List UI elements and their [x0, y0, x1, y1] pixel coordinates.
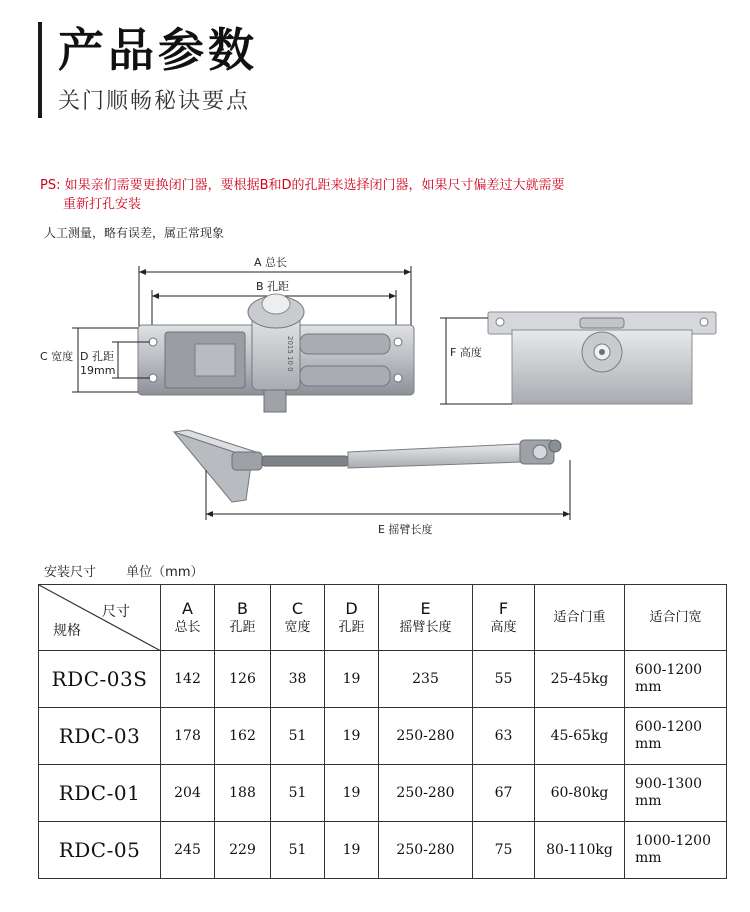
cell-door-weight: 60-80kg	[535, 765, 625, 822]
model-cell: RDC-05	[39, 822, 161, 879]
cell-d: 19	[325, 708, 379, 765]
cell-c: 38	[271, 651, 325, 708]
cell-door-weight: 45-65kg	[535, 708, 625, 765]
install-size-label: 安装尺寸	[44, 565, 97, 580]
cell-d: 19	[325, 765, 379, 822]
cell-f: 63	[473, 708, 535, 765]
cell-b: 188	[215, 765, 271, 822]
cell-door-weight: 80-110kg	[535, 822, 625, 879]
page-subtitle: 关门顺畅秘诀要点	[58, 89, 251, 114]
spec-table	[38, 584, 727, 879]
cell-b: 126	[215, 651, 271, 708]
cell-f: 67	[473, 765, 535, 822]
corner-size-label: 尺寸	[102, 604, 130, 620]
dimension-diagram	[0, 240, 750, 540]
cell-door-width: 600-1200 mm	[625, 651, 727, 708]
cell-c: 51	[271, 822, 325, 879]
header-e: E 摇臂长度	[379, 585, 473, 651]
cell-door-width: 600-1200 mm	[625, 708, 727, 765]
header-c: C 宽度	[271, 585, 325, 651]
cell-e: 250-280	[379, 822, 473, 879]
header-d: D 孔距	[325, 585, 379, 651]
unit-label: 单位（mm）	[126, 565, 204, 580]
cell-door-weight: 25-45kg	[535, 651, 625, 708]
corner-diagonal	[39, 585, 161, 651]
measure-note: 人工测量，略有误差，属正常现象	[44, 226, 225, 240]
dimension-c-label: C 宽度	[40, 350, 74, 363]
cell-e: 250-280	[379, 765, 473, 822]
model-cell: RDC-03	[39, 708, 161, 765]
dimension-d-value: 19mm	[80, 364, 116, 377]
page-title: 产品参数	[58, 23, 258, 77]
cell-door-width: 1000-1200 mm	[625, 822, 727, 879]
body-stamp: 2015 10 0	[286, 336, 294, 372]
cell-b: 162	[215, 708, 271, 765]
title-accent-bar	[38, 22, 42, 118]
dimension-e	[206, 460, 570, 536]
cell-b: 229	[215, 822, 271, 879]
header-f: F 高度	[473, 585, 535, 651]
dimension-e-label: E 摇臂长度	[378, 523, 433, 536]
closer-top-view	[138, 294, 414, 412]
cell-d: 19	[325, 651, 379, 708]
table-row	[39, 651, 727, 708]
table-corner-cell	[39, 585, 161, 651]
ps-notice	[40, 176, 680, 214]
cell-e: 235	[379, 651, 473, 708]
cell-c: 51	[271, 765, 325, 822]
dimension-b-label: B 孔距	[256, 280, 290, 293]
model-cell: RDC-01	[39, 765, 161, 822]
ps-notice-line1: PS: 如果亲们需要更换闭门器，要根据B和D的孔距来选择闭门器，如果尺寸偏差过大就需要	[40, 178, 565, 193]
header-door-weight: 适合门重	[535, 585, 625, 651]
model-cell: RDC-03S	[39, 651, 161, 708]
cell-d: 19	[325, 822, 379, 879]
ps-notice-line2: 重新打孔安装	[63, 197, 142, 212]
header-a: A 总长	[161, 585, 215, 651]
closer-side-view	[488, 312, 716, 404]
cell-a: 178	[161, 708, 215, 765]
cell-f: 55	[473, 651, 535, 708]
table-row	[39, 822, 727, 879]
cell-a: 142	[161, 651, 215, 708]
header-b: B 孔距	[215, 585, 271, 651]
table-row	[39, 708, 727, 765]
install-size-caption	[44, 561, 229, 580]
corner-model-label: 规格	[53, 623, 81, 639]
header-door-width: 适合门宽	[625, 585, 727, 651]
cell-e: 250-280	[379, 708, 473, 765]
dimension-d-label: D 孔距	[80, 350, 114, 363]
cell-f: 75	[473, 822, 535, 879]
dimension-f-label: F 高度	[450, 346, 482, 359]
dimension-a-label: A 总长	[254, 256, 288, 269]
table-row	[39, 765, 727, 822]
cell-a: 204	[161, 765, 215, 822]
cell-a: 245	[161, 822, 215, 879]
cell-c: 51	[271, 708, 325, 765]
closer-arm	[174, 430, 561, 502]
cell-door-width: 900-1300 mm	[625, 765, 727, 822]
table-header-row	[39, 585, 727, 651]
